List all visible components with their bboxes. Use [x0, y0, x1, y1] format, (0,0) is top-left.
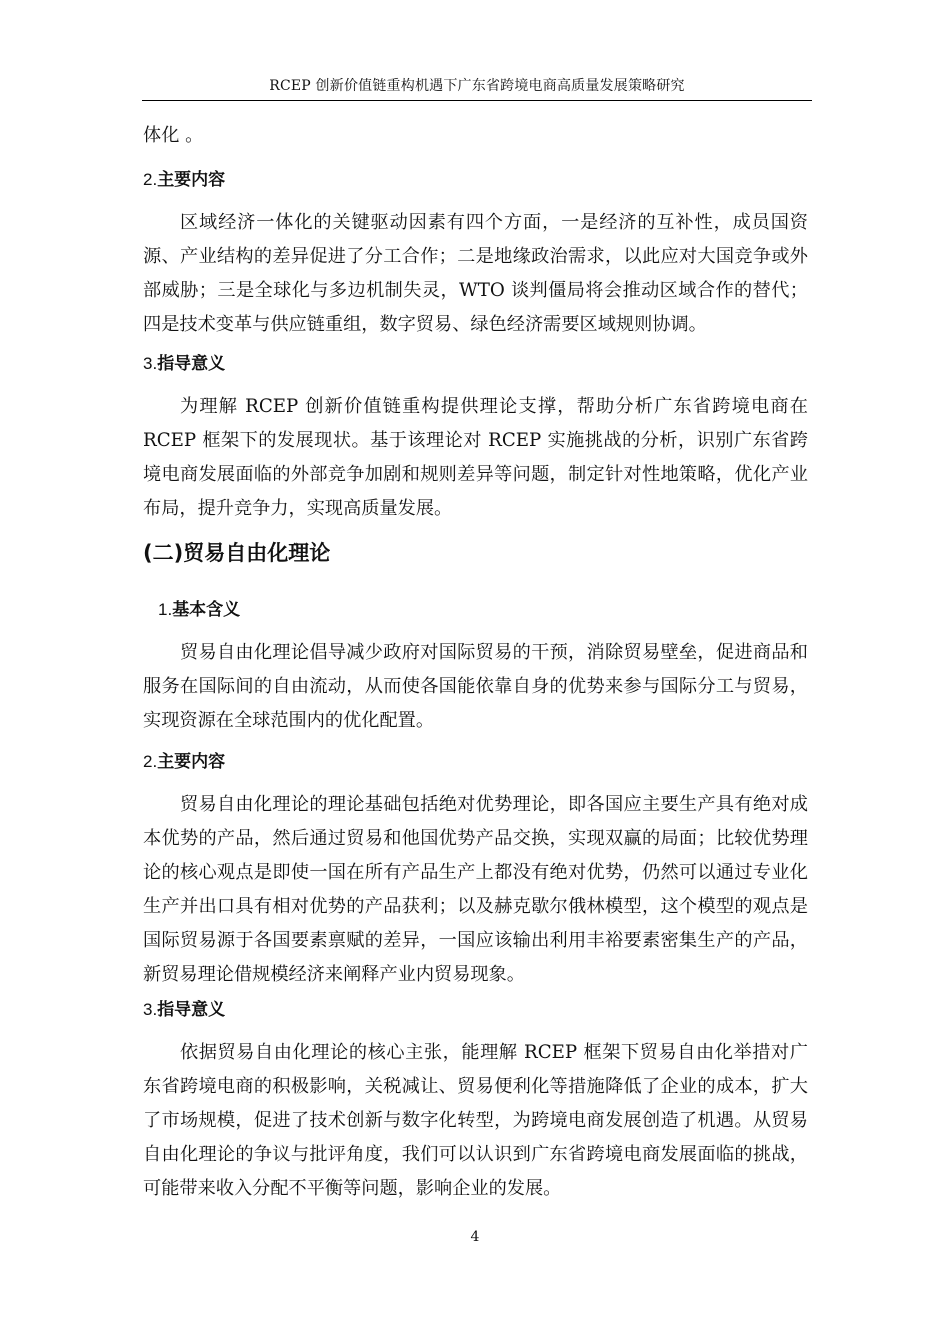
subhead-number: 2.: [143, 170, 158, 189]
subhead-number: 3.: [143, 1000, 158, 1019]
subhead-label: 主要内容: [157, 170, 226, 190]
subhead-label: 指导意义: [157, 354, 226, 374]
page-number: 4: [470, 1229, 480, 1245]
subhead-basic-meaning: [158, 598, 240, 622]
subhead-label: 主要内容: [157, 752, 226, 772]
paragraph-liberalization-guidance: 依据贸易自由化理论的核心主张，能理解 RCEP 框架下贸易自由化举措对广东省跨境电商的积极影响，关税减让、贸易便利化等措施降低了企业的成本，扩大了市场规模，促进了技术创新与数字化转型，为跨境电商发展创造了机遇。从贸易自由化理论的争议与批评角度，我们可以认识到广东省跨境电商发展面临的挑战，可能带来收入分配不平衡等问题，影响企业的发展。: [143, 1042, 808, 1199]
subhead-label: 基本含义: [172, 600, 241, 620]
paragraph-basic-meaning: 贸易自由化理论倡导减少政府对国际贸易的干预，消除贸易壁垒，促进商品和服务在国际间的自由流动，从而使各国能依靠自身的优势来参与国际分工与贸易，实现资源在全球范围内的优化配置。: [143, 642, 808, 731]
paragraph-theory-basis: 贸易自由化理论的理论基础包括绝对优势理论，即各国应主要生产具有绝对成本优势的产品，然后通过贸易和他国优势产品交换，实现双赢的局面；比较优势理论的核心观点是即使一国在所有产品生产上都没有绝对优势，仍然可以通过专业化生产并出口具有相对优势的产品获利；以及赫克歇尔俄林模型，这个模型的观点是国际贸易源于各国要素禀赋的差异，一国应该输出利用丰裕要素密集生产的产品，新贸易理论借规模经济来阐释产业内贸易现象。: [143, 794, 808, 985]
subhead-main-content-2: [143, 750, 225, 774]
subhead-number: 1.: [158, 600, 173, 619]
subhead-guidance-1: [143, 352, 225, 376]
running-header: RCEP 创新价值链重构机遇下广东省跨境电商高质量发展策略研究: [269, 78, 685, 94]
carryover-text: 体化 。: [143, 125, 204, 146]
section-title-trade-liberalization: (二)贸易自由化理论: [143, 541, 331, 565]
paragraph-rcep-guidance: 为理解 RCEP 创新价值链重构提供理论支撑，帮助分析广东省跨境电商在 RCEP 框架下的发展现状。基于该理论对 RCEP 实施挑战的分析，识别广东省跨境电商发展面临的外部竞争加剧和规则差异等问题，制定针对性地策略，优化产业布局，提升竞争力，实现高质量发展。: [143, 396, 808, 519]
subhead-guidance-2: [143, 998, 225, 1022]
paragraph-drivers: 区域经济一体化的关键驱动因素有四个方面，一是经济的互补性，成员国资源、产业结构的差异促进了分工合作；二是地缘政治需求，以此应对大国竞争或外部威胁；三是全球化与多边机制失灵，WTO 谈判僵局将会推动区域合作的替代；四是技术变革与供应链重组，数字贸易、绿色经济需要区域规则协调。: [143, 212, 808, 335]
header-rule: [142, 100, 812, 101]
subhead-number: 2.: [143, 752, 158, 771]
subhead-number: 3.: [143, 354, 158, 373]
subhead-main-content-1: [143, 168, 225, 192]
subhead-label: 指导意义: [157, 1000, 226, 1020]
